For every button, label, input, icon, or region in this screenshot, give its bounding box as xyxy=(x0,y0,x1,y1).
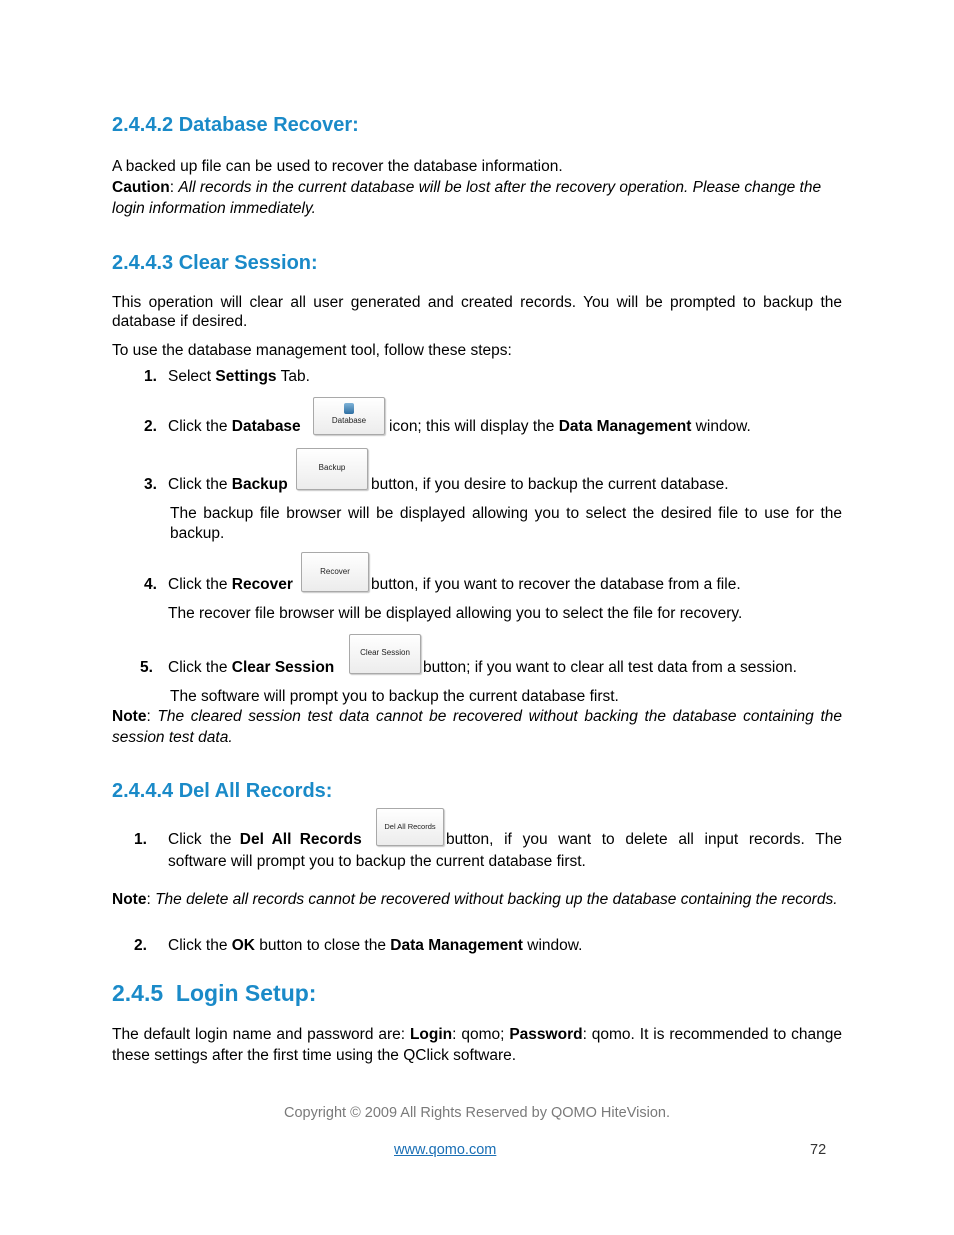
note-sep: : xyxy=(146,891,156,908)
step-click-database xyxy=(168,418,301,436)
clear-paragraph-1: This operation will clear all user generated and created records. You will be prompted to backup the database if desired. xyxy=(112,294,842,330)
del-all-note xyxy=(112,890,842,910)
heading-login-setup: 2.4.5 Login Setup: xyxy=(112,980,317,1006)
footer-url-link[interactable]: www.qomo.com xyxy=(394,1142,497,1158)
step-text: button to close the xyxy=(255,937,391,954)
step-bold: Data Management xyxy=(390,937,523,954)
recover-button[interactable] xyxy=(301,552,369,592)
step-text: Click the xyxy=(168,418,232,435)
login-label: Login xyxy=(409,1026,453,1043)
step-bold: Recover xyxy=(231,576,293,593)
login-text: The default login name and password are: xyxy=(112,1026,410,1043)
step-bold: Del All Records xyxy=(239,831,362,848)
clear-session-note xyxy=(112,706,842,748)
heading-database-recover: 2.4.4.2 Database Recover: xyxy=(112,114,359,136)
caution-label: Caution xyxy=(112,179,170,196)
step-bold: Data Management xyxy=(558,418,692,435)
clear-session-description: The software will prompt you to backup the current database first. xyxy=(170,688,619,705)
step-click-ok xyxy=(168,937,582,955)
step-text: window. xyxy=(691,418,751,435)
login-paragraph xyxy=(112,1024,842,1066)
step-number: 2. xyxy=(144,418,157,435)
step-click-backup-tail: button, if you desire to backup the current database. xyxy=(371,476,729,493)
step-click-del-all-tail: button, if you want to delete all input records. The xyxy=(446,831,842,848)
step-text: Click the xyxy=(168,831,240,848)
step-bold: Settings xyxy=(215,368,277,385)
note-sep: : xyxy=(146,708,158,725)
backup-button-label: Backup xyxy=(318,463,346,472)
step-click-clear-session-tail: button; if you want to clear all test data from a session. xyxy=(423,659,797,676)
step-text: icon; this will display the xyxy=(389,418,559,435)
login-value: : qomo; xyxy=(452,1026,510,1043)
note-text: The delete all records cannot be recovered without backing up the database containing the records. xyxy=(155,891,838,908)
step-number: 2. xyxy=(134,937,147,954)
step-click-database-tail xyxy=(389,418,751,436)
backup-button[interactable] xyxy=(296,448,368,490)
step-bold: Database xyxy=(231,418,301,435)
footer-copyright: Copyright © 2009 All Rights Reserved by QOMO HiteVision. xyxy=(284,1105,670,1121)
step-text: window. xyxy=(522,937,583,954)
recover-button-label: Recover xyxy=(320,567,350,576)
database-icon xyxy=(344,403,354,414)
step-text: Tab. xyxy=(276,368,310,385)
login-text: : qomo. It is recommended to change these settings after the first time using the QClick software. xyxy=(112,1026,843,1064)
step-number: 4. xyxy=(144,576,157,593)
step-text: Click the xyxy=(168,659,232,676)
step-text: Select xyxy=(168,368,216,385)
backup-description: The backup file browser will be displayed allowing you to select the desired file to use for the backup. xyxy=(170,505,842,542)
step-bold: Backup xyxy=(231,476,288,493)
step-number: 1. xyxy=(144,368,157,385)
database-button[interactable] xyxy=(313,397,385,435)
step-number: 1. xyxy=(134,831,147,848)
step-click-del-all xyxy=(168,831,362,849)
recover-paragraph xyxy=(112,156,842,219)
step-number: 3. xyxy=(144,476,157,493)
step-click-recover-tail: button, if you want to recover the database from a file. xyxy=(371,576,741,593)
password-label: Password xyxy=(509,1026,583,1043)
page-number: 72 xyxy=(810,1142,827,1158)
recover-line1: A backed up file can be used to recover the database information. xyxy=(112,158,563,175)
step-bold: Clear Session xyxy=(231,659,335,676)
step-click-backup xyxy=(168,476,288,494)
step-click-recover xyxy=(168,576,293,594)
step-select-settings xyxy=(168,368,310,386)
step-bold: OK xyxy=(231,937,255,954)
clear-paragraph-2: To use the database management tool, follow these steps: xyxy=(112,342,512,359)
heading-del-all-records: 2.4.4.4 Del All Records: xyxy=(112,780,333,802)
recover-description: The recover file browser will be displayed allowing you to select the file for recovery. xyxy=(168,605,743,622)
step-click-del-all-line2: software will prompt you to backup the current database first. xyxy=(168,853,586,870)
note-label: Note xyxy=(112,708,147,725)
del-all-records-button[interactable] xyxy=(376,808,444,846)
note-label: Note xyxy=(112,891,147,908)
database-button-label: Database xyxy=(331,416,367,425)
note-text: The cleared session test data cannot be recovered without backing the database containing the session test data. xyxy=(112,708,842,746)
caution-text: All records in the current database will be lost after the recovery operation. Please change the login information immediately. xyxy=(112,179,822,217)
step-text: Click the xyxy=(168,476,232,493)
step-text: Click the xyxy=(168,937,232,954)
step-click-clear-session xyxy=(168,659,334,677)
del-all-records-button-label: Del All Records xyxy=(384,822,436,831)
step-number: 5. xyxy=(140,659,153,676)
heading-clear-session: 2.4.4.3 Clear Session: xyxy=(112,252,318,274)
step-text: Click the xyxy=(168,576,232,593)
caution-sep: : xyxy=(169,179,179,196)
clear-session-button-label: Clear Session xyxy=(360,648,410,657)
clear-session-button[interactable] xyxy=(349,634,421,674)
